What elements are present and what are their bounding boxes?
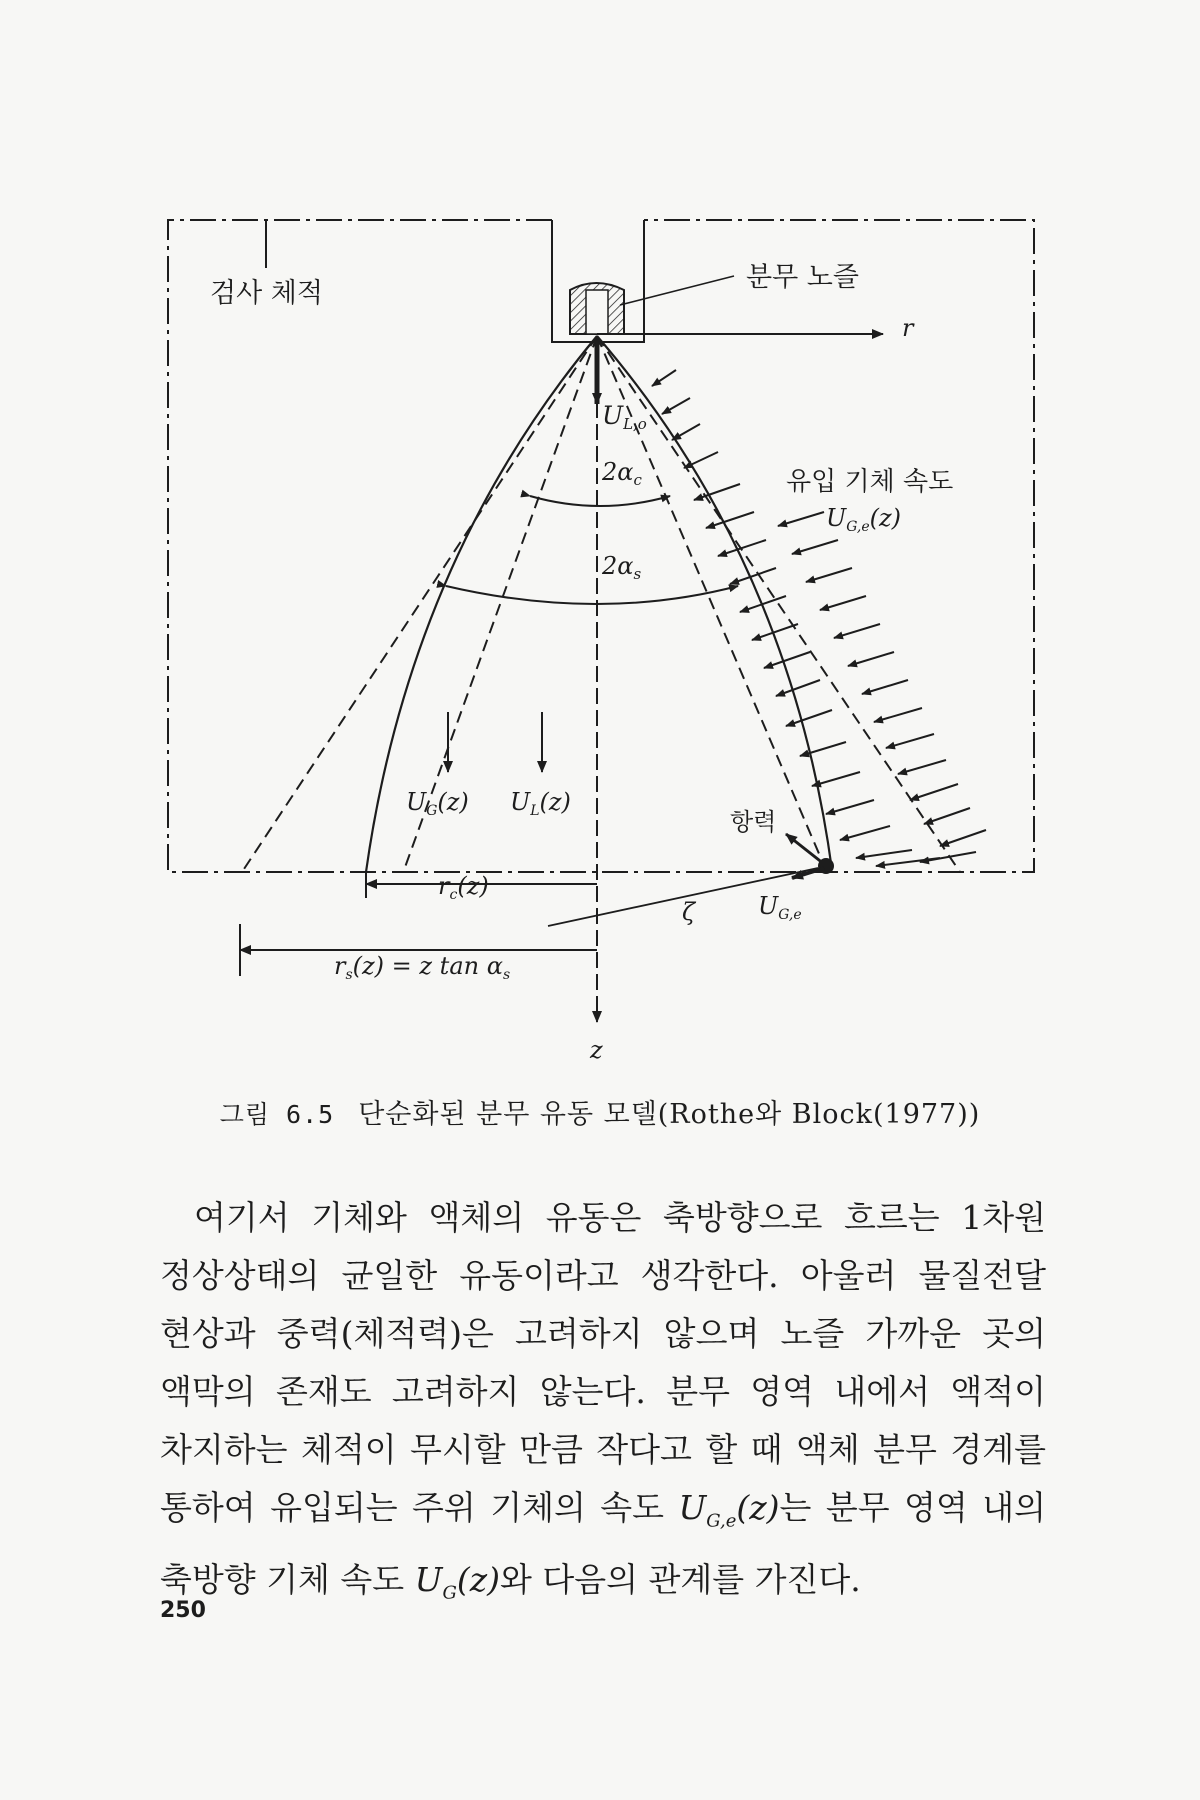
entrainment-title: 유입 기체 속도 [786, 467, 954, 497]
core-angle-arc [530, 496, 670, 506]
nozzle-leader-line [620, 276, 734, 305]
core-angle-label: $2\alpha_c$ [602, 458, 642, 489]
liquid-velocity-label: $U_L(z)$ [510, 788, 571, 819]
z-axis-label: z [590, 1036, 603, 1060]
rc-label: $r_c(z)$ [438, 872, 489, 903]
nozzle-label: 분무 노즐 [746, 262, 859, 293]
r-axis-label: r [902, 314, 914, 342]
zeta-label: ζ [682, 898, 696, 926]
page-number: 250 [160, 1598, 206, 1623]
spray-angle-label: $2\alpha_s$ [602, 552, 642, 583]
figure-caption-text: 단순화된 분무 유동 모델(Rothe와 Block(1977)) [358, 1099, 981, 1130]
drag-label: 항력 [730, 808, 777, 836]
inspection-volume-label: 검사 체적 [210, 278, 323, 309]
drag-force-arrow [786, 834, 824, 864]
figure-caption [0, 1092, 1200, 1131]
figure-number: 그림 6.5 [219, 1100, 335, 1129]
rs-label: $r_s(z) = z$ $\tan \alpha_s$ [334, 952, 511, 983]
injection-velocity-label: $U_{L,o}$ [602, 401, 647, 433]
spray-nozzle [570, 283, 624, 334]
body-paragraph: 여기서 기체와 액체의 유동은 축방향으로 흐르는 1차원 정상상태의 균일한 유동이라고 생각한다. 아울러 물질전달 현상과 중력(체적력)은 고려하지 않으며 노즐 가까운 곳의 액막의 존재도 고려하지 않는다. 분무 영역 내에서 액적이 차지하는 체적이 무시할 만큼 작다고 할 때 액체 분무 경계를 통하여 유입되는 주위 기체의 속도 $U_{G,e}(z)$는 분무 영역 내의 축방향 기체 속도 $U_G(z)$와 다음의 관계를 가진다. [160, 1198, 1046, 1604]
axial-gas-velocity-symbol: $U_G(z)$ [414, 1559, 500, 1604]
entrained-gas-velocity-symbol: $U_{G,e}(z)$ [678, 1488, 780, 1532]
entrainment-symbol: $U_{G,e}(z)$ [826, 504, 902, 535]
uge-label: $U_{G,e}$ [758, 892, 802, 923]
spray-angle-arc [446, 586, 738, 604]
gas-velocity-label: $U_G(z)$ [406, 788, 469, 819]
